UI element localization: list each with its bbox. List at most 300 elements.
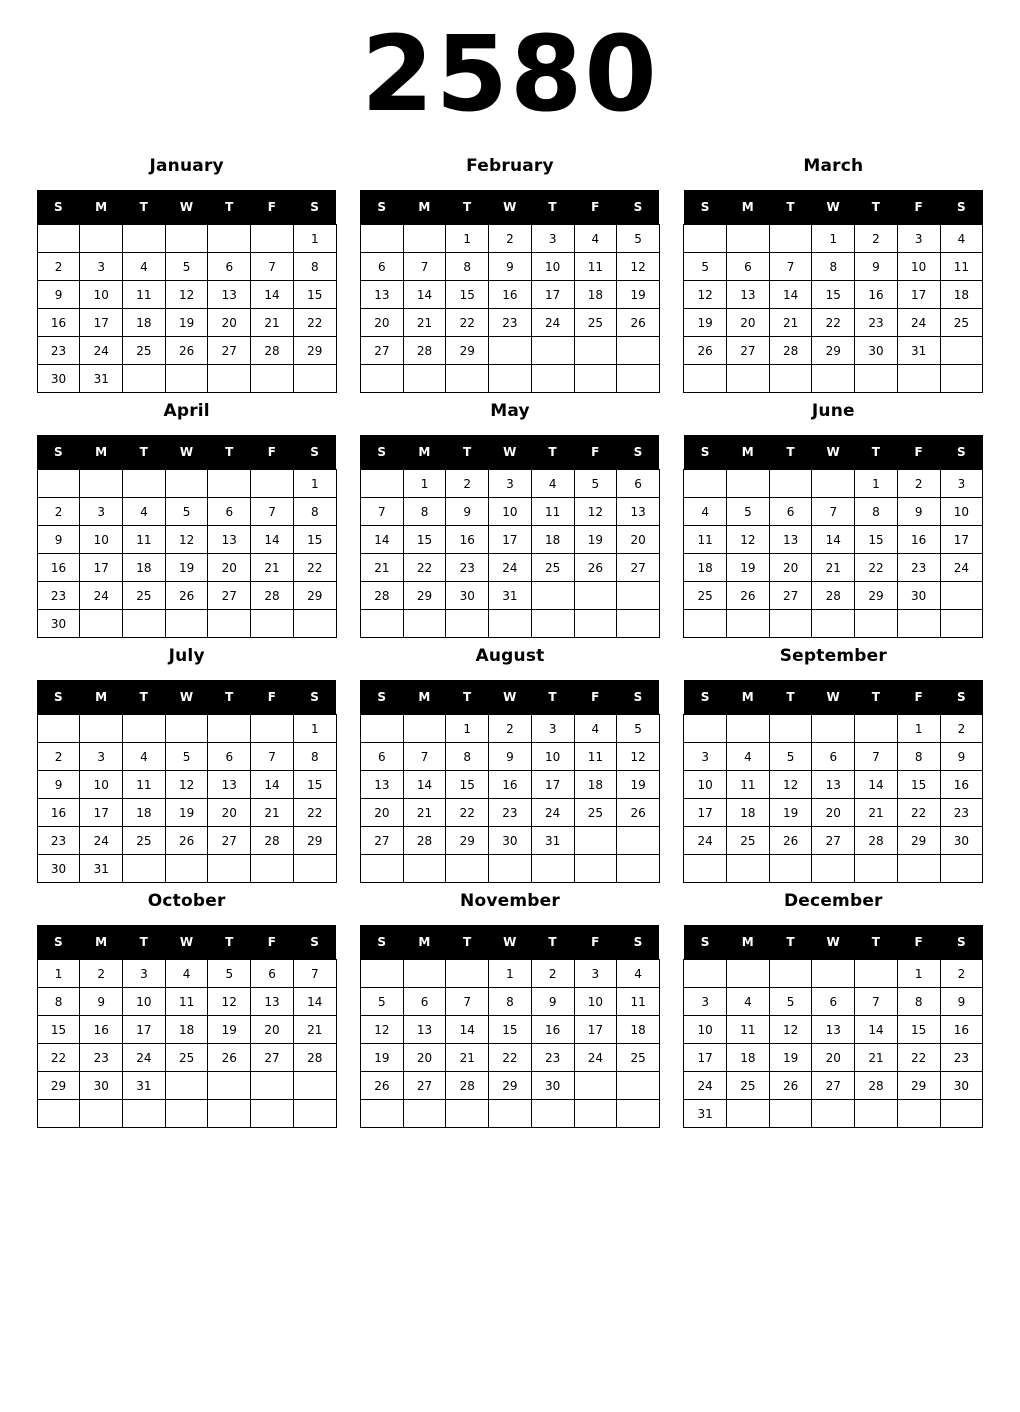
day-cell[interactable]: 15 — [489, 1016, 532, 1044]
day-cell[interactable]: 25 — [727, 827, 770, 855]
day-cell[interactable]: 9 — [489, 743, 532, 771]
day-cell[interactable]: 26 — [165, 582, 208, 610]
day-cell[interactable]: 5 — [165, 253, 208, 281]
day-cell[interactable]: 22 — [293, 309, 336, 337]
day-cell[interactable]: 26 — [727, 582, 770, 610]
day-cell[interactable]: 19 — [684, 309, 727, 337]
day-cell[interactable]: 4 — [123, 498, 166, 526]
day-cell[interactable]: 2 — [37, 498, 80, 526]
day-cell[interactable]: 5 — [360, 988, 403, 1016]
day-cell[interactable]: 20 — [208, 799, 251, 827]
day-cell[interactable]: 9 — [855, 253, 898, 281]
day-cell[interactable]: 4 — [123, 253, 166, 281]
day-cell[interactable]: 18 — [123, 554, 166, 582]
day-cell[interactable]: 28 — [251, 337, 294, 365]
day-cell[interactable]: 30 — [37, 610, 80, 638]
day-cell[interactable]: 4 — [684, 498, 727, 526]
day-cell[interactable]: 29 — [855, 582, 898, 610]
day-cell[interactable]: 8 — [489, 988, 532, 1016]
day-cell[interactable]: 19 — [165, 309, 208, 337]
day-cell[interactable]: 29 — [446, 827, 489, 855]
day-cell[interactable]: 14 — [855, 771, 898, 799]
day-cell[interactable]: 13 — [812, 1016, 855, 1044]
day-cell[interactable]: 31 — [897, 337, 940, 365]
day-cell[interactable]: 14 — [446, 1016, 489, 1044]
day-cell[interactable]: 18 — [574, 281, 617, 309]
day-cell[interactable]: 10 — [684, 1016, 727, 1044]
day-cell[interactable]: 23 — [940, 799, 983, 827]
day-cell[interactable]: 19 — [727, 554, 770, 582]
day-cell[interactable]: 27 — [812, 1072, 855, 1100]
day-cell[interactable]: 28 — [812, 582, 855, 610]
day-cell[interactable]: 9 — [80, 988, 123, 1016]
day-cell[interactable]: 9 — [940, 743, 983, 771]
day-cell[interactable]: 10 — [574, 988, 617, 1016]
day-cell[interactable]: 5 — [617, 225, 660, 253]
day-cell[interactable]: 15 — [403, 526, 446, 554]
day-cell[interactable]: 1 — [293, 225, 336, 253]
day-cell[interactable]: 6 — [208, 498, 251, 526]
day-cell[interactable]: 22 — [293, 554, 336, 582]
day-cell[interactable]: 16 — [489, 281, 532, 309]
day-cell[interactable]: 12 — [208, 988, 251, 1016]
day-cell[interactable]: 5 — [769, 743, 812, 771]
day-cell[interactable]: 8 — [293, 253, 336, 281]
day-cell[interactable]: 15 — [897, 1016, 940, 1044]
day-cell[interactable]: 7 — [360, 498, 403, 526]
day-cell[interactable]: 8 — [293, 743, 336, 771]
day-cell[interactable]: 26 — [208, 1044, 251, 1072]
day-cell[interactable]: 22 — [897, 799, 940, 827]
day-cell[interactable]: 8 — [446, 253, 489, 281]
day-cell[interactable]: 14 — [855, 1016, 898, 1044]
day-cell[interactable]: 14 — [251, 281, 294, 309]
day-cell[interactable]: 31 — [80, 365, 123, 393]
day-cell[interactable]: 7 — [855, 988, 898, 1016]
day-cell[interactable]: 8 — [897, 743, 940, 771]
day-cell[interactable]: 25 — [123, 582, 166, 610]
day-cell[interactable]: 9 — [531, 988, 574, 1016]
day-cell[interactable]: 16 — [37, 309, 80, 337]
day-cell[interactable]: 25 — [574, 799, 617, 827]
day-cell[interactable]: 4 — [574, 715, 617, 743]
day-cell[interactable]: 9 — [37, 526, 80, 554]
day-cell[interactable]: 17 — [80, 799, 123, 827]
day-cell[interactable]: 17 — [940, 526, 983, 554]
day-cell[interactable]: 22 — [855, 554, 898, 582]
day-cell[interactable]: 3 — [123, 960, 166, 988]
day-cell[interactable]: 10 — [489, 498, 532, 526]
day-cell[interactable]: 15 — [855, 526, 898, 554]
day-cell[interactable]: 1 — [37, 960, 80, 988]
day-cell[interactable]: 20 — [617, 526, 660, 554]
day-cell[interactable]: 25 — [684, 582, 727, 610]
day-cell[interactable]: 20 — [208, 309, 251, 337]
day-cell[interactable]: 30 — [855, 337, 898, 365]
day-cell[interactable]: 18 — [940, 281, 983, 309]
day-cell[interactable]: 28 — [251, 582, 294, 610]
day-cell[interactable]: 4 — [123, 743, 166, 771]
day-cell[interactable]: 22 — [446, 799, 489, 827]
day-cell[interactable]: 24 — [531, 799, 574, 827]
day-cell[interactable]: 6 — [617, 470, 660, 498]
day-cell[interactable]: 7 — [293, 960, 336, 988]
day-cell[interactable]: 6 — [403, 988, 446, 1016]
day-cell[interactable]: 29 — [293, 582, 336, 610]
day-cell[interactable]: 27 — [208, 827, 251, 855]
day-cell[interactable]: 12 — [360, 1016, 403, 1044]
day-cell[interactable]: 24 — [123, 1044, 166, 1072]
day-cell[interactable]: 12 — [165, 771, 208, 799]
day-cell[interactable]: 22 — [812, 309, 855, 337]
day-cell[interactable]: 21 — [251, 799, 294, 827]
day-cell[interactable]: 5 — [165, 743, 208, 771]
day-cell[interactable]: 15 — [37, 1016, 80, 1044]
day-cell[interactable]: 24 — [489, 554, 532, 582]
day-cell[interactable]: 8 — [897, 988, 940, 1016]
day-cell[interactable]: 11 — [940, 253, 983, 281]
day-cell[interactable]: 14 — [403, 771, 446, 799]
day-cell[interactable]: 8 — [403, 498, 446, 526]
day-cell[interactable]: 23 — [897, 554, 940, 582]
day-cell[interactable]: 13 — [769, 526, 812, 554]
day-cell[interactable]: 13 — [360, 281, 403, 309]
day-cell[interactable]: 2 — [855, 225, 898, 253]
day-cell[interactable]: 2 — [446, 470, 489, 498]
day-cell[interactable]: 12 — [165, 526, 208, 554]
day-cell[interactable]: 18 — [727, 799, 770, 827]
day-cell[interactable]: 6 — [360, 253, 403, 281]
day-cell[interactable]: 16 — [940, 1016, 983, 1044]
day-cell[interactable]: 27 — [360, 827, 403, 855]
day-cell[interactable]: 27 — [812, 827, 855, 855]
day-cell[interactable]: 13 — [403, 1016, 446, 1044]
day-cell[interactable]: 24 — [940, 554, 983, 582]
day-cell[interactable]: 23 — [37, 582, 80, 610]
day-cell[interactable]: 11 — [123, 771, 166, 799]
day-cell[interactable]: 24 — [531, 309, 574, 337]
day-cell[interactable]: 16 — [531, 1016, 574, 1044]
day-cell[interactable]: 25 — [123, 337, 166, 365]
day-cell[interactable]: 22 — [897, 1044, 940, 1072]
day-cell[interactable]: 9 — [489, 253, 532, 281]
day-cell[interactable]: 21 — [855, 799, 898, 827]
day-cell[interactable]: 30 — [37, 855, 80, 883]
day-cell[interactable]: 9 — [446, 498, 489, 526]
day-cell[interactable]: 23 — [489, 309, 532, 337]
day-cell[interactable]: 16 — [855, 281, 898, 309]
day-cell[interactable]: 29 — [403, 582, 446, 610]
day-cell[interactable]: 5 — [208, 960, 251, 988]
day-cell[interactable]: 7 — [251, 743, 294, 771]
day-cell[interactable]: 17 — [123, 1016, 166, 1044]
day-cell[interactable]: 23 — [855, 309, 898, 337]
day-cell[interactable]: 4 — [727, 743, 770, 771]
day-cell[interactable]: 22 — [489, 1044, 532, 1072]
day-cell[interactable]: 23 — [531, 1044, 574, 1072]
day-cell[interactable]: 25 — [123, 827, 166, 855]
day-cell[interactable]: 20 — [727, 309, 770, 337]
day-cell[interactable]: 26 — [684, 337, 727, 365]
day-cell[interactable]: 1 — [489, 960, 532, 988]
day-cell[interactable]: 3 — [80, 498, 123, 526]
day-cell[interactable]: 10 — [80, 526, 123, 554]
day-cell[interactable]: 25 — [727, 1072, 770, 1100]
day-cell[interactable]: 10 — [80, 771, 123, 799]
day-cell[interactable]: 28 — [251, 827, 294, 855]
day-cell[interactable]: 30 — [446, 582, 489, 610]
day-cell[interactable]: 26 — [360, 1072, 403, 1100]
day-cell[interactable]: 12 — [769, 771, 812, 799]
day-cell[interactable]: 2 — [489, 225, 532, 253]
day-cell[interactable]: 4 — [617, 960, 660, 988]
day-cell[interactable]: 9 — [37, 281, 80, 309]
day-cell[interactable]: 18 — [574, 771, 617, 799]
day-cell[interactable]: 17 — [531, 281, 574, 309]
day-cell[interactable]: 10 — [80, 281, 123, 309]
day-cell[interactable]: 29 — [897, 827, 940, 855]
day-cell[interactable]: 13 — [251, 988, 294, 1016]
day-cell[interactable]: 6 — [360, 743, 403, 771]
day-cell[interactable]: 13 — [208, 771, 251, 799]
day-cell[interactable]: 28 — [403, 337, 446, 365]
day-cell[interactable]: 28 — [293, 1044, 336, 1072]
day-cell[interactable]: 28 — [446, 1072, 489, 1100]
day-cell[interactable]: 18 — [123, 799, 166, 827]
day-cell[interactable]: 20 — [208, 554, 251, 582]
day-cell[interactable]: 10 — [531, 253, 574, 281]
day-cell[interactable]: 28 — [403, 827, 446, 855]
day-cell[interactable]: 7 — [403, 253, 446, 281]
day-cell[interactable]: 10 — [940, 498, 983, 526]
day-cell[interactable]: 30 — [940, 827, 983, 855]
day-cell[interactable]: 21 — [251, 309, 294, 337]
day-cell[interactable]: 22 — [293, 799, 336, 827]
day-cell[interactable]: 14 — [293, 988, 336, 1016]
day-cell[interactable]: 17 — [684, 799, 727, 827]
day-cell[interactable]: 3 — [574, 960, 617, 988]
day-cell[interactable]: 27 — [208, 582, 251, 610]
day-cell[interactable]: 2 — [489, 715, 532, 743]
day-cell[interactable]: 7 — [812, 498, 855, 526]
day-cell[interactable]: 11 — [123, 281, 166, 309]
day-cell[interactable]: 20 — [812, 799, 855, 827]
day-cell[interactable]: 2 — [897, 470, 940, 498]
day-cell[interactable]: 26 — [769, 1072, 812, 1100]
day-cell[interactable]: 24 — [684, 1072, 727, 1100]
day-cell[interactable]: 15 — [293, 281, 336, 309]
day-cell[interactable]: 3 — [684, 988, 727, 1016]
day-cell[interactable]: 3 — [684, 743, 727, 771]
day-cell[interactable]: 17 — [897, 281, 940, 309]
day-cell[interactable]: 3 — [531, 715, 574, 743]
day-cell[interactable]: 8 — [812, 253, 855, 281]
day-cell[interactable]: 27 — [617, 554, 660, 582]
day-cell[interactable]: 11 — [727, 1016, 770, 1044]
day-cell[interactable]: 13 — [208, 526, 251, 554]
day-cell[interactable]: 18 — [123, 309, 166, 337]
day-cell[interactable]: 30 — [489, 827, 532, 855]
day-cell[interactable]: 19 — [165, 799, 208, 827]
day-cell[interactable]: 15 — [293, 526, 336, 554]
day-cell[interactable]: 3 — [940, 470, 983, 498]
day-cell[interactable]: 2 — [37, 743, 80, 771]
day-cell[interactable]: 10 — [123, 988, 166, 1016]
day-cell[interactable]: 23 — [940, 1044, 983, 1072]
day-cell[interactable]: 11 — [123, 526, 166, 554]
day-cell[interactable]: 1 — [446, 715, 489, 743]
day-cell[interactable]: 12 — [769, 1016, 812, 1044]
day-cell[interactable]: 23 — [37, 827, 80, 855]
day-cell[interactable]: 14 — [360, 526, 403, 554]
day-cell[interactable]: 6 — [812, 988, 855, 1016]
day-cell[interactable]: 4 — [574, 225, 617, 253]
day-cell[interactable]: 21 — [403, 309, 446, 337]
day-cell[interactable]: 26 — [769, 827, 812, 855]
day-cell[interactable]: 19 — [769, 1044, 812, 1072]
day-cell[interactable]: 27 — [360, 337, 403, 365]
day-cell[interactable]: 13 — [617, 498, 660, 526]
day-cell[interactable]: 12 — [727, 526, 770, 554]
day-cell[interactable]: 24 — [80, 337, 123, 365]
day-cell[interactable]: 23 — [80, 1044, 123, 1072]
day-cell[interactable]: 31 — [684, 1100, 727, 1128]
day-cell[interactable]: 3 — [80, 743, 123, 771]
day-cell[interactable]: 20 — [812, 1044, 855, 1072]
day-cell[interactable]: 28 — [855, 827, 898, 855]
day-cell[interactable]: 11 — [574, 253, 617, 281]
day-cell[interactable]: 19 — [574, 526, 617, 554]
day-cell[interactable]: 12 — [165, 281, 208, 309]
day-cell[interactable]: 18 — [684, 554, 727, 582]
day-cell[interactable]: 26 — [574, 554, 617, 582]
day-cell[interactable]: 5 — [617, 715, 660, 743]
day-cell[interactable]: 29 — [37, 1072, 80, 1100]
day-cell[interactable]: 15 — [293, 771, 336, 799]
day-cell[interactable]: 8 — [293, 498, 336, 526]
day-cell[interactable]: 21 — [251, 554, 294, 582]
day-cell[interactable]: 29 — [897, 1072, 940, 1100]
day-cell[interactable]: 6 — [251, 960, 294, 988]
day-cell[interactable]: 22 — [403, 554, 446, 582]
day-cell[interactable]: 10 — [684, 771, 727, 799]
day-cell[interactable]: 26 — [617, 309, 660, 337]
day-cell[interactable]: 12 — [617, 743, 660, 771]
day-cell[interactable]: 21 — [769, 309, 812, 337]
day-cell[interactable]: 18 — [165, 1016, 208, 1044]
day-cell[interactable]: 13 — [360, 771, 403, 799]
day-cell[interactable]: 4 — [531, 470, 574, 498]
day-cell[interactable]: 1 — [446, 225, 489, 253]
day-cell[interactable]: 18 — [617, 1016, 660, 1044]
day-cell[interactable]: 17 — [684, 1044, 727, 1072]
day-cell[interactable]: 16 — [37, 799, 80, 827]
day-cell[interactable]: 7 — [446, 988, 489, 1016]
day-cell[interactable]: 1 — [293, 715, 336, 743]
day-cell[interactable]: 9 — [897, 498, 940, 526]
day-cell[interactable]: 1 — [897, 960, 940, 988]
day-cell[interactable]: 22 — [446, 309, 489, 337]
day-cell[interactable]: 13 — [727, 281, 770, 309]
day-cell[interactable]: 26 — [165, 337, 208, 365]
day-cell[interactable]: 4 — [165, 960, 208, 988]
day-cell[interactable]: 14 — [251, 526, 294, 554]
day-cell[interactable]: 14 — [403, 281, 446, 309]
day-cell[interactable]: 11 — [684, 526, 727, 554]
day-cell[interactable]: 5 — [165, 498, 208, 526]
day-cell[interactable]: 8 — [855, 498, 898, 526]
day-cell[interactable]: 13 — [812, 771, 855, 799]
day-cell[interactable]: 3 — [80, 253, 123, 281]
day-cell[interactable]: 15 — [446, 281, 489, 309]
day-cell[interactable]: 30 — [37, 365, 80, 393]
day-cell[interactable]: 2 — [531, 960, 574, 988]
day-cell[interactable]: 19 — [617, 281, 660, 309]
day-cell[interactable]: 12 — [617, 253, 660, 281]
day-cell[interactable]: 22 — [37, 1044, 80, 1072]
day-cell[interactable]: 29 — [293, 827, 336, 855]
day-cell[interactable]: 11 — [617, 988, 660, 1016]
day-cell[interactable]: 25 — [940, 309, 983, 337]
day-cell[interactable]: 28 — [360, 582, 403, 610]
day-cell[interactable]: 19 — [208, 1016, 251, 1044]
day-cell[interactable]: 1 — [897, 715, 940, 743]
day-cell[interactable]: 31 — [489, 582, 532, 610]
day-cell[interactable]: 16 — [37, 554, 80, 582]
day-cell[interactable]: 17 — [531, 771, 574, 799]
day-cell[interactable]: 23 — [446, 554, 489, 582]
day-cell[interactable]: 24 — [574, 1044, 617, 1072]
day-cell[interactable]: 21 — [360, 554, 403, 582]
day-cell[interactable]: 20 — [360, 309, 403, 337]
day-cell[interactable]: 6 — [727, 253, 770, 281]
day-cell[interactable]: 6 — [208, 743, 251, 771]
day-cell[interactable]: 15 — [446, 771, 489, 799]
day-cell[interactable]: 14 — [769, 281, 812, 309]
day-cell[interactable]: 9 — [940, 988, 983, 1016]
day-cell[interactable]: 17 — [574, 1016, 617, 1044]
day-cell[interactable]: 30 — [897, 582, 940, 610]
day-cell[interactable]: 5 — [684, 253, 727, 281]
day-cell[interactable]: 11 — [165, 988, 208, 1016]
day-cell[interactable]: 4 — [940, 225, 983, 253]
day-cell[interactable]: 2 — [37, 253, 80, 281]
day-cell[interactable]: 2 — [80, 960, 123, 988]
day-cell[interactable]: 16 — [940, 771, 983, 799]
day-cell[interactable]: 25 — [617, 1044, 660, 1072]
day-cell[interactable]: 3 — [531, 225, 574, 253]
day-cell[interactable]: 6 — [769, 498, 812, 526]
day-cell[interactable]: 2 — [940, 960, 983, 988]
day-cell[interactable]: 26 — [165, 827, 208, 855]
day-cell[interactable]: 23 — [37, 337, 80, 365]
day-cell[interactable]: 8 — [37, 988, 80, 1016]
day-cell[interactable]: 20 — [360, 799, 403, 827]
day-cell[interactable]: 1 — [293, 470, 336, 498]
day-cell[interactable]: 3 — [897, 225, 940, 253]
day-cell[interactable]: 12 — [574, 498, 617, 526]
day-cell[interactable]: 7 — [855, 743, 898, 771]
day-cell[interactable]: 24 — [684, 827, 727, 855]
day-cell[interactable]: 8 — [446, 743, 489, 771]
day-cell[interactable]: 25 — [165, 1044, 208, 1072]
day-cell[interactable]: 2 — [940, 715, 983, 743]
day-cell[interactable]: 29 — [489, 1072, 532, 1100]
day-cell[interactable]: 29 — [812, 337, 855, 365]
day-cell[interactable]: 12 — [684, 281, 727, 309]
day-cell[interactable]: 5 — [727, 498, 770, 526]
day-cell[interactable]: 17 — [489, 526, 532, 554]
